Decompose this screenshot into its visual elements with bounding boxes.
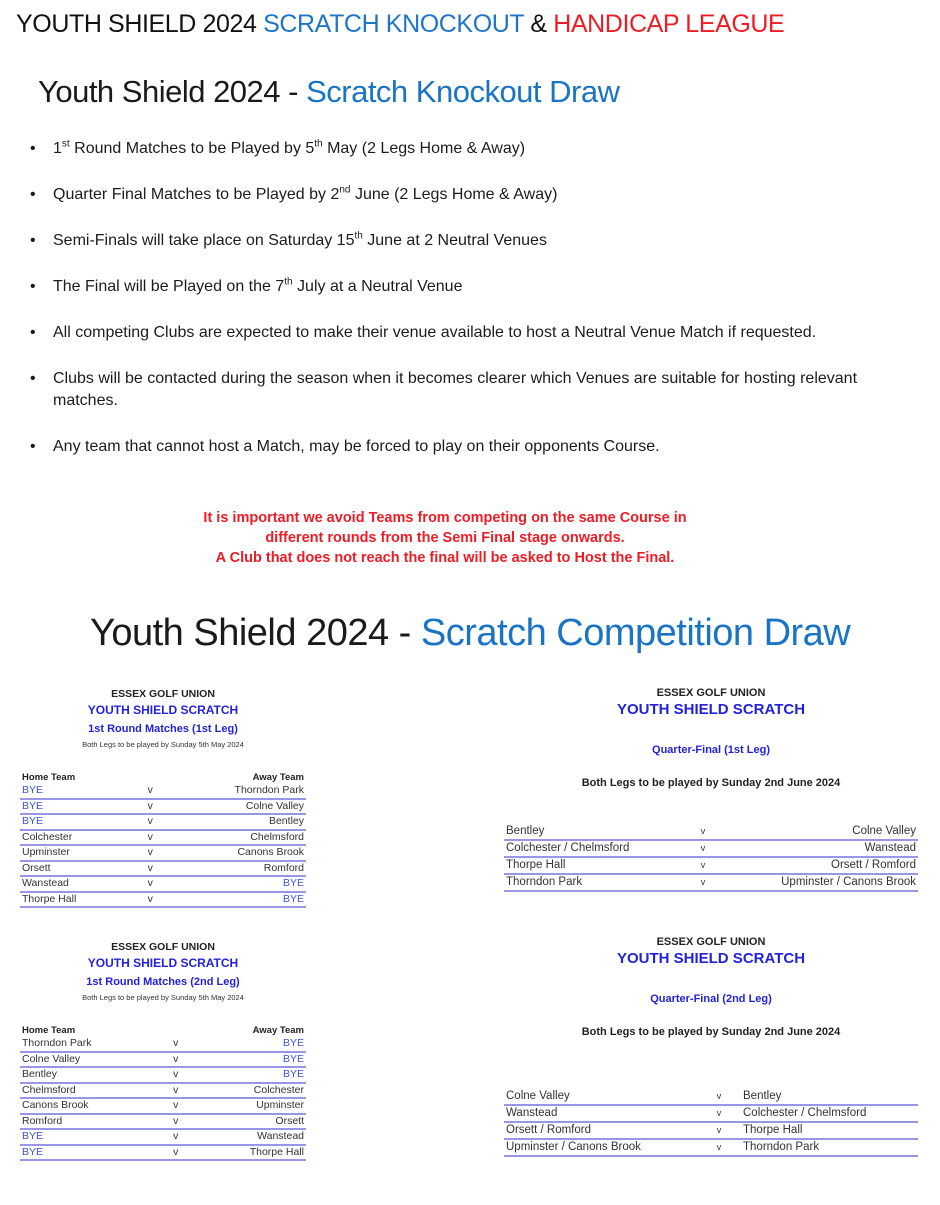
away-team: BYE	[208, 1037, 306, 1052]
versus-label: v	[118, 830, 182, 846]
fixture-row	[20, 1052, 306, 1068]
deadline-text: Both Legs to be played by Sunday 2nd June 2024	[581, 777, 841, 789]
bullet-icon: •	[30, 324, 36, 341]
home-team: Upminster / Canons Brook	[504, 1139, 697, 1156]
home-team: Chelmsford	[20, 1083, 144, 1099]
away-team: Colchester	[208, 1083, 306, 1099]
fixtures-table	[20, 770, 306, 908]
page-banner	[16, 10, 784, 39]
round-title: Quarter-Final (1st Leg)	[652, 744, 770, 756]
quarter-final-leg1-draw	[504, 686, 918, 892]
home-team: Upminster	[20, 845, 118, 861]
versus-label: v	[697, 1122, 741, 1139]
away-team: Colne Valley	[182, 799, 306, 815]
home-team: Romford	[20, 1114, 144, 1130]
round-title: 1st Round Matches (2nd Leg)	[86, 976, 240, 988]
home-team: BYE	[20, 814, 118, 830]
heading-title: Scratch Competition Draw	[420, 612, 851, 654]
away-team: Bentley	[182, 814, 306, 830]
fixture-row	[20, 1067, 306, 1083]
away-team: Orsett / Romford	[725, 857, 918, 874]
competition-title: YOUTH SHIELD SCRATCH	[616, 701, 806, 718]
home-team: BYE	[20, 784, 118, 799]
rule-item: • The Final will be Played on the 7th July at a Neutral Venue	[30, 276, 890, 298]
notice-line: It is important we avoid Teams from competing on the same Course in	[203, 510, 687, 526]
versus-label: v	[144, 1067, 208, 1083]
fixture-row	[504, 1139, 918, 1156]
rule-item: • 1st Round Matches to be Played by 5th May (2 Legs Home & Away)	[30, 138, 890, 160]
home-team: Colchester / Chelmsford	[504, 840, 681, 857]
bullet-icon: •	[30, 370, 36, 387]
fixture-row	[20, 845, 306, 861]
home-team: BYE	[20, 1129, 144, 1145]
home-team: Thorndon Park	[20, 1037, 144, 1052]
versus-label: v	[144, 1083, 208, 1099]
away-team: BYE	[208, 1067, 306, 1083]
fixture-row	[20, 1083, 306, 1099]
away-team: Thorpe Hall	[741, 1122, 918, 1139]
fixture-row	[20, 1129, 306, 1145]
home-team: BYE	[20, 1145, 144, 1161]
home-team: Wanstead	[20, 876, 118, 892]
away-team: Romford	[182, 861, 306, 877]
versus-label: v	[118, 892, 182, 908]
deadline-text: Both Legs to be played by Sunday 5th May 2024	[82, 740, 244, 749]
fixture-row	[20, 1114, 306, 1130]
fixtures-table	[504, 824, 918, 892]
versus-label: v	[697, 1105, 741, 1122]
round1-leg1-draw	[20, 687, 306, 908]
fixture-row	[504, 857, 918, 874]
home-team: Orsett	[20, 861, 118, 877]
away-team: BYE	[182, 892, 306, 908]
home-team: Bentley	[20, 1067, 144, 1083]
fixture-row	[20, 1145, 306, 1161]
fixture-row	[20, 861, 306, 877]
header-home: Home Team	[22, 1024, 76, 1036]
versus-label: v	[681, 874, 725, 891]
header-home: Home Team	[22, 771, 76, 783]
banner-part-ampersand: &	[523, 10, 554, 38]
competition-draw-heading	[90, 612, 850, 655]
bullet-icon: •	[30, 232, 36, 249]
heading-prefix: Youth Shield 2024 -	[38, 74, 307, 109]
round-title: 1st Round Matches (1st Leg)	[88, 723, 238, 735]
important-notice	[130, 508, 760, 568]
versus-label: v	[144, 1037, 208, 1052]
away-team: Wanstead	[208, 1129, 306, 1145]
notice-line: different rounds from the Semi Final stage onwards.	[265, 530, 625, 546]
home-team: Thorndon Park	[504, 874, 681, 891]
away-team: BYE	[182, 876, 306, 892]
home-team: Thorpe Hall	[20, 892, 118, 908]
home-team: Wanstead	[504, 1105, 697, 1122]
round-title: Quarter-Final (2nd Leg)	[650, 993, 772, 1005]
versus-label: v	[118, 876, 182, 892]
away-team: Canons Brook	[182, 845, 306, 861]
away-team: Thorpe Hall	[208, 1145, 306, 1161]
banner-part-handicap-league: HANDICAP LEAGUE	[553, 10, 785, 38]
competition-title: YOUTH SHIELD SCRATCH	[87, 956, 239, 970]
rule-item: • Any team that cannot host a Match, may be forced to play on their opponents Course.	[30, 436, 890, 458]
competition-title: YOUTH SHIELD SCRATCH	[87, 703, 239, 717]
away-team: Bentley	[741, 1089, 918, 1105]
deadline-text: Both Legs to be played by Sunday 2nd June 2024	[581, 1026, 841, 1038]
rules-list	[30, 138, 890, 482]
quarter-final-leg2-draw	[504, 935, 918, 1157]
away-team: Upminster / Canons Brook	[725, 874, 918, 891]
org-name: ESSEX GOLF UNION	[111, 941, 215, 953]
fixture-row	[20, 876, 306, 892]
notice-line: A Club that does not reach the final will be asked to Host the Final.	[215, 550, 675, 566]
home-team: BYE	[20, 799, 118, 815]
away-team: Colchester / Chelmsford	[741, 1105, 918, 1122]
fixture-row	[504, 840, 918, 857]
versus-label: v	[697, 1089, 741, 1105]
home-team: Colne Valley	[504, 1089, 697, 1105]
fixture-row	[20, 830, 306, 846]
table-header	[20, 1023, 306, 1037]
home-team: Colne Valley	[20, 1052, 144, 1068]
header-away: Away Team	[252, 1024, 304, 1036]
banner-part-scratch-knockout: SCRATCH KNOCKOUT	[263, 10, 524, 38]
bullet-icon: •	[30, 140, 36, 157]
home-team: Orsett / Romford	[504, 1122, 697, 1139]
away-team: Orsett	[208, 1114, 306, 1130]
fixtures-table	[20, 1023, 306, 1161]
bullet-icon: •	[30, 278, 36, 295]
rule-item: • Quarter Final Matches to be Played by 2nd June (2 Legs Home & Away)	[30, 184, 890, 206]
heading-title: Scratch Knockout Draw	[306, 74, 620, 109]
fixture-row	[504, 824, 918, 840]
versus-label: v	[118, 861, 182, 877]
away-team: Wanstead	[725, 840, 918, 857]
fixture-row	[20, 784, 306, 799]
versus-label: v	[118, 784, 182, 799]
competition-title: YOUTH SHIELD SCRATCH	[616, 950, 806, 967]
header-away: Away Team	[252, 771, 304, 783]
knockout-draw-heading	[38, 74, 620, 110]
versus-label: v	[144, 1098, 208, 1114]
versus-label: v	[118, 814, 182, 830]
versus-label: v	[144, 1114, 208, 1130]
org-name: ESSEX GOLF UNION	[656, 936, 766, 948]
home-team: Canons Brook	[20, 1098, 144, 1114]
away-team: Chelmsford	[182, 830, 306, 846]
away-team: Thorndon Park	[182, 784, 306, 799]
heading-prefix: Youth Shield 2024 -	[90, 612, 421, 654]
versus-label: v	[697, 1139, 741, 1156]
versus-label: v	[144, 1129, 208, 1145]
away-team: Upminster	[208, 1098, 306, 1114]
banner-part-youth-shield: YOUTH SHIELD 2024	[16, 10, 264, 38]
fixture-row	[20, 1037, 306, 1052]
home-team: Bentley	[504, 824, 681, 840]
away-team: Colne Valley	[725, 824, 918, 840]
versus-label: v	[118, 799, 182, 815]
deadline-text: Both Legs to be played by Sunday 5th May 2024	[82, 993, 244, 1002]
fixtures-table	[504, 1089, 918, 1157]
fixture-row	[504, 1122, 918, 1139]
fixture-row	[504, 1105, 918, 1122]
away-team: Thorndon Park	[741, 1139, 918, 1156]
rule-item: • Semi-Finals will take place on Saturday 15th June at 2 Neutral Venues	[30, 230, 890, 252]
away-team: BYE	[208, 1052, 306, 1068]
versus-label: v	[144, 1052, 208, 1068]
versus-label: v	[144, 1145, 208, 1161]
fixture-row	[504, 874, 918, 891]
fixture-row	[20, 814, 306, 830]
home-team: Colchester	[20, 830, 118, 846]
org-name: ESSEX GOLF UNION	[111, 688, 215, 700]
round1-leg2-draw	[20, 940, 306, 1161]
bullet-icon: •	[30, 186, 36, 203]
fixture-row	[20, 1098, 306, 1114]
table-header	[20, 770, 306, 784]
fixture-row	[504, 1089, 918, 1105]
versus-label: v	[681, 840, 725, 857]
versus-label: v	[681, 824, 725, 840]
bullet-icon: •	[30, 438, 36, 455]
fixture-row	[20, 799, 306, 815]
rule-item: • All competing Clubs are expected to make their venue available to host a Neutral Venue Match if requested.	[30, 322, 890, 344]
versus-label: v	[118, 845, 182, 861]
fixture-row	[20, 892, 306, 908]
rule-item: • Clubs will be contacted during the season when it becomes clearer which Venues are suitable for hosting relevant matches.	[30, 370, 858, 409]
home-team: Thorpe Hall	[504, 857, 681, 874]
versus-label: v	[681, 857, 725, 874]
org-name: ESSEX GOLF UNION	[656, 687, 766, 699]
